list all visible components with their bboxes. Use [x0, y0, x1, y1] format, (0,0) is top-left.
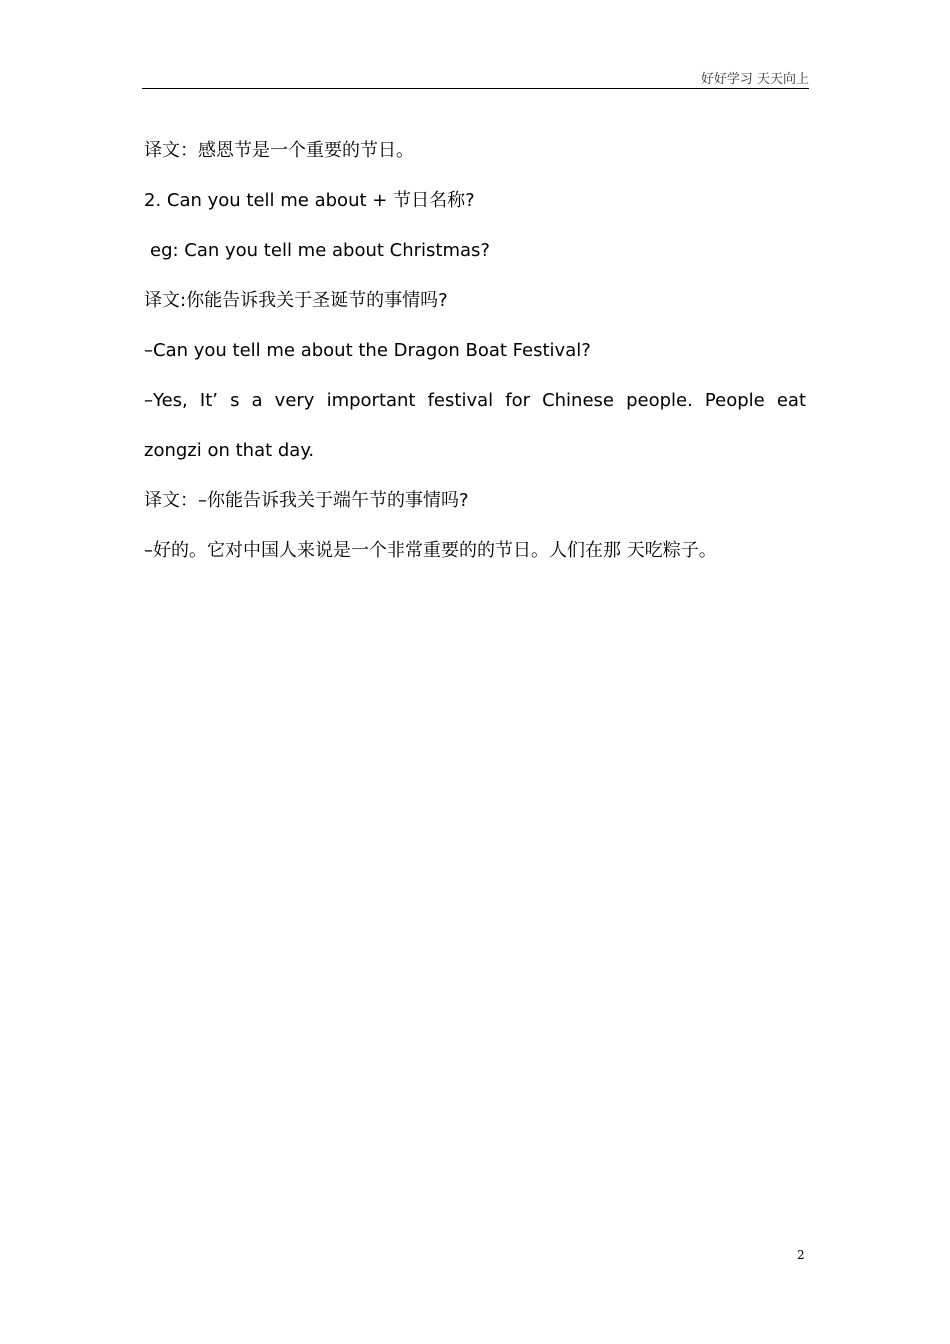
paragraph-translation-dragon-boat-question: 译文：–你能告诉我关于端午节的事情吗? [144, 490, 469, 511]
page-number: 2 [797, 1248, 805, 1262]
paragraph-pattern-2: 2. Can you tell me about + 节日名称? [144, 190, 475, 211]
page-header [142, 64, 809, 89]
header-text: 好好学习 天天向上 [700, 72, 809, 87]
paragraph-translation-dragon-boat-answer: –好的。它对中国人来说是一个非常重要的的节日。人们在那 天吃粽子。 [144, 540, 717, 561]
paragraph-translation-christmas: 译文:你能告诉我关于圣诞节的事情吗? [144, 290, 448, 311]
paragraph-question-dragon-boat: –Can you tell me about the Dragon Boat Festival? [144, 340, 591, 361]
document-body [144, 126, 806, 576]
paragraph-translation-thanksgiving: 译文：感恩节是一个重要的节日。 [144, 140, 414, 161]
paragraph-answer-dragon-boat-line1: –Yes, It’ s a very important festival for Chinese people. People eat [144, 390, 806, 411]
paragraph-example-christmas: eg: Can you tell me about Christmas? [150, 240, 490, 261]
paragraph-answer-dragon-boat-line2: zongzi on that day. [144, 440, 315, 461]
